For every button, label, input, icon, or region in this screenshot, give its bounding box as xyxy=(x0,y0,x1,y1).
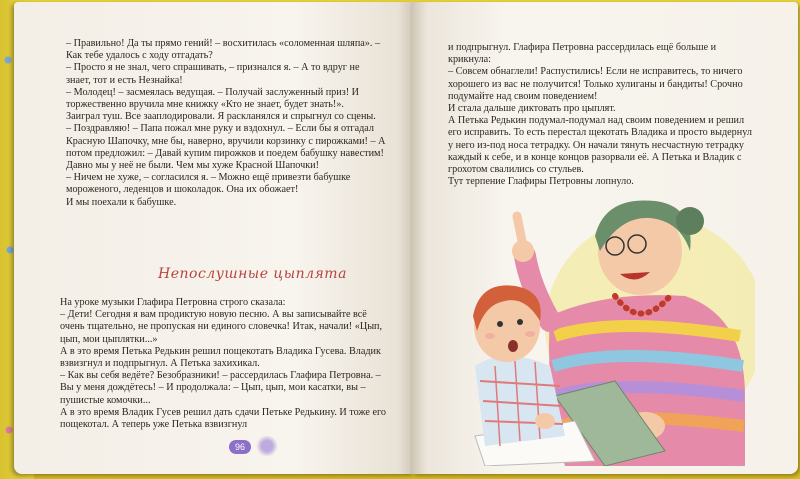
paragraph: – Дети! Сегодня я вам продиктую новую песню. А вы записывайте всё очень тщательно, не пропуская ни единого словечка! Итак, начали! «Цып, цып, мои цыплятки...» xyxy=(60,309,383,345)
paragraph: А в это время Петька Редькин решил пощекотать Владика Гусева. Владик взвизгнул и подпрыгнул. А Петька захихикал. xyxy=(60,345,381,370)
paragraph: и подпрыгнул. Глафира Петровна рассердилась ещё больше и крикнула: xyxy=(448,42,717,66)
paragraph: – Поздравляю! – Папа пожал мне руку и вздохнул. – Если бы я отгадал Красную Шапочку, мне бы, наверно, вручили корзинку с пирожками! – А потом предложил: – Давай купим пирожков и поедем бабушку навестим! Давно мы у неё не были. Чем мы хуже Красной Шапочки! xyxy=(66,123,386,172)
right-page-text xyxy=(448,42,753,188)
teacher-and-boy-illustration xyxy=(455,196,755,466)
paragraph: – Правильно! Да ты прямо гений! – восхитилась «соломенная шляпа». – Как тебе удалось с ходу отгадать? xyxy=(66,38,381,62)
paragraph: Тут терпение Глафиры Петровны лопнуло. xyxy=(448,176,634,188)
page-number: 96 xyxy=(229,440,251,454)
left-page-text-bottom xyxy=(60,297,390,431)
paragraph: – Молодец! – засмеялась ведущая. – Получай заслуженный приз! И торжественно вручила мне книжку «Кто не знает, будет знать!». xyxy=(66,86,360,111)
paragraph: – Как вы себя ведёте? Безобразники! – рассердилась Глафира Петровна. – Вы у меня дождётесь! – И продолжала: – Цып, цып, мои касатки, вы – пушистые комочки... xyxy=(60,370,381,406)
paragraph: Заиграл туш. Все зааплодировали. Я раскланялся и спрыгнул со сцены. xyxy=(66,111,376,123)
paragraph: – Совсем обнаглели! Распустились! Если не исправитесь, то ничего хорошего из вас не получится! Только хулиганы и бандиты! Срочно подумайте над своим поведением! xyxy=(448,66,743,102)
paragraph: На уроке музыки Глафира Петровна строго сказала: xyxy=(60,297,286,308)
paragraph: А в это время Владик Гусев решил дать сдачи Петьке Редькину. И тоже его пощекотал. А теперь уже Петька взвизгнул xyxy=(60,406,387,431)
paragraph: А Петька Редькин подумал-подумал над своим поведением и решил его исправить. То есть перестал щекотать Владика и просто выдернул у него из-под носа тетрадку. Он начали тянуть несчастную тетрадку каждый к себе, и в конце концов разорвали её. А Петька и Владик с грохотом свалились со стульев. xyxy=(448,115,752,176)
ink-splat-decoration xyxy=(252,436,282,456)
paragraph: И стала дальше диктовать про цыплят. xyxy=(448,103,616,115)
left-page-text-top xyxy=(66,38,386,209)
paragraph: – Ничем не хуже, – согласился я. – Можно ещё привезти бабушке мороженого, леденцов и шоколадок. Она их обожает! xyxy=(66,172,351,196)
paragraph: – Просто я не знал, чего спрашивать, – признался я. – А то вдруг не знает, тот и есть Незнайка! xyxy=(66,62,360,86)
chapter-heading: Непослушные цыплята xyxy=(158,266,347,282)
paragraph: И мы поехали к бабушке. xyxy=(66,196,177,208)
